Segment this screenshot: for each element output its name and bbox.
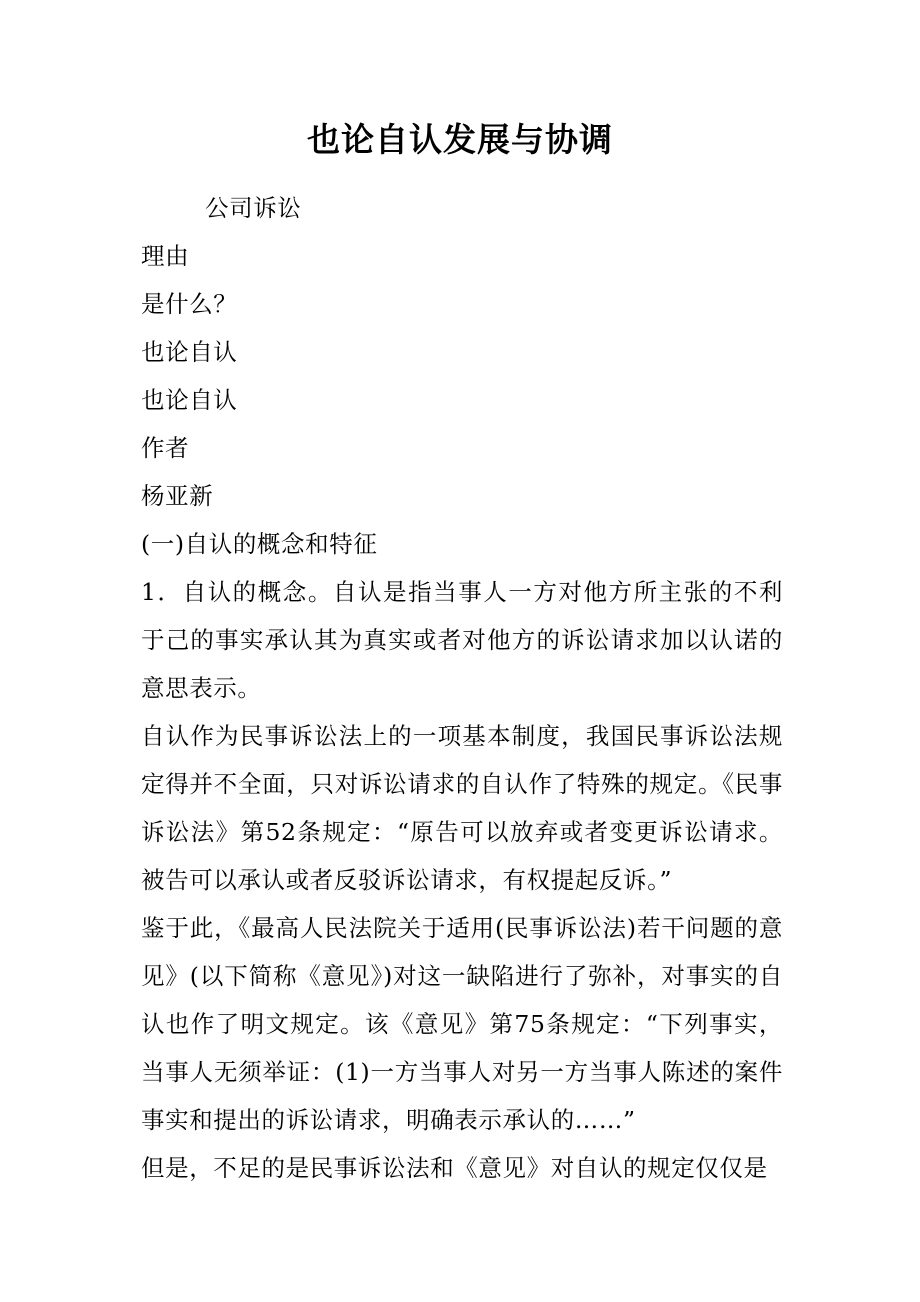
- paragraph-opinion: 鉴于此，《最高人民法院关于适用(民事诉讼法)若干问题的意见》(以下简称《意见》)对这一缺陷进行了弥补，对事实的自认也作了明文规定。该《意见》第75条规定：“下列事实，当事人无须举证：(1)一方当事人对另一方当事人陈述的案件事实和提出的诉讼请求，明确表示承认的……”: [141, 914, 783, 1134]
- paragraph-what-is-it: 是什么？: [141, 290, 238, 318]
- paragraph-section-heading: (一)自认的概念和特征: [141, 530, 378, 558]
- paragraph-subtitle-1: 也论自认: [141, 338, 238, 366]
- paragraph-insufficiency: 但是，不足的是民事诉讼法和《意见》对自认的规定仅仅是: [141, 1154, 768, 1182]
- paragraph-author-name: 杨亚新: [141, 482, 214, 510]
- paragraph-heading-company-litigation: 公司诉讼: [205, 194, 302, 222]
- paragraph-author-label: 作者: [141, 434, 190, 462]
- document-title: 也论自认发展与协调: [307, 120, 613, 159]
- document-body: [141, 184, 783, 1192]
- paragraph-reason: 理由: [141, 242, 190, 270]
- paragraph-subtitle-2: 也论自认: [141, 386, 238, 414]
- paragraph-civil-procedure-law: 自认作为民事诉讼法上的一项基本制度，我国民事诉讼法规定得并不全面，只对诉讼请求的自认作了特殊的规定。《民事诉讼法》第52条规定：“原告可以放弃或者变更诉讼请求。被告可以承认或者反驳诉讼请求，有权提起反诉。”: [141, 722, 783, 894]
- paragraph-definition: 1．自认的概念。自认是指当事人一方对他方所主张的不利于己的事实承认其为真实或者对他方的诉讼请求加以认诺的意思表示。: [141, 578, 783, 702]
